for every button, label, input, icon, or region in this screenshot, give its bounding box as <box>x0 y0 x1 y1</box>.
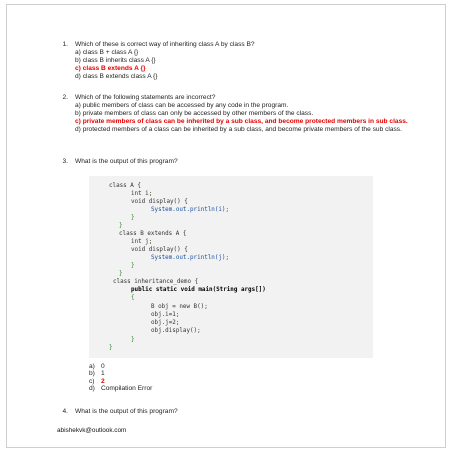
answer-d-label: d) <box>89 385 95 393</box>
answer-c-label: c) <box>89 377 95 385</box>
question-3-answer-a <box>89 363 152 370</box>
question-2-text: Which of the following statements are incorrect? <box>75 94 216 101</box>
code-line-17: obj.i=1; <box>151 312 180 318</box>
question-2-option-a: a) public members of class can be accessed by any code in the program. <box>75 102 289 110</box>
question-3-answers <box>89 363 152 393</box>
question-1-option-c-correct: c) class B extends A {} <box>75 65 146 73</box>
answer-b-label: b) <box>89 370 95 378</box>
question-1 <box>56 41 416 81</box>
answer-c-text: 2 <box>101 377 105 385</box>
code-line-2: int i; <box>131 191 153 197</box>
question-3-text: What is the output of this program? <box>75 158 178 165</box>
code-line-14: public static void main(String args[]) <box>131 287 266 293</box>
question-1-number: 1. <box>62 41 68 48</box>
code-listing <box>89 176 373 358</box>
code-line-20: } <box>131 337 135 343</box>
code-line-7: class B extends A { <box>119 231 187 237</box>
code-block <box>89 176 373 358</box>
code-line-13: class inheritance_demo { <box>113 279 199 285</box>
question-1-option-a: a) class B + class A {} <box>75 49 139 57</box>
question-2-option-d: d) protected members of a class can be inherited by a sub class, and become private members of the sub class. <box>75 126 402 134</box>
answer-a-label: a) <box>89 363 95 370</box>
question-3-answer-d <box>89 385 152 392</box>
code-line-11: } <box>131 263 135 269</box>
code-line-19: obj.display(); <box>151 328 201 334</box>
question-1-text: Which of these is correct way of inheriting class A by class B? <box>75 41 255 48</box>
question-4 <box>56 408 416 416</box>
question-3 <box>56 158 416 166</box>
code-line-12: } <box>119 271 123 277</box>
question-1-option-d: d) class B extends class A {} <box>75 73 158 81</box>
question-2 <box>56 94 408 134</box>
code-line-8: int j; <box>131 239 153 245</box>
question-2-number: 2. <box>62 94 68 101</box>
question-4-text: What is the output of this program? <box>75 408 178 415</box>
code-line-5: } <box>131 215 135 221</box>
answer-a-text: 0 <box>101 363 105 370</box>
code-line-15: { <box>131 295 135 301</box>
question-2-option-c-correct: c) private members of class can be inherited by a sub class, and become protected members in sub class. <box>75 118 408 126</box>
code-line-18: obj.j=2; <box>151 320 180 326</box>
code-line-9: void display() { <box>131 247 188 253</box>
code-line-21: } <box>109 345 113 351</box>
question-3-number: 3. <box>62 158 68 165</box>
document-page <box>6 4 446 448</box>
footer-email: abishekvk@outlook.com <box>57 427 127 434</box>
answer-b-text: 1 <box>101 370 105 378</box>
question-3-answer-b <box>89 370 152 377</box>
code-line-4: System.out.println(i); <box>151 207 230 213</box>
answer-d-text: Compilation Error <box>101 385 153 393</box>
question-1-option-b: b) class B inherits class A {} <box>75 57 156 65</box>
code-line-1: class A { <box>109 183 141 189</box>
code-line-10: System.out.println(j); <box>151 255 230 261</box>
question-4-number: 4. <box>62 408 68 415</box>
code-line-3: void display() { <box>131 199 188 205</box>
code-line-6: } <box>119 223 123 229</box>
question-2-option-b: b) private members of class can only be accessed by other members of the class. <box>75 110 314 118</box>
code-line-16: B obj = new B(); <box>151 304 208 310</box>
question-3-answer-c-correct <box>89 378 152 385</box>
